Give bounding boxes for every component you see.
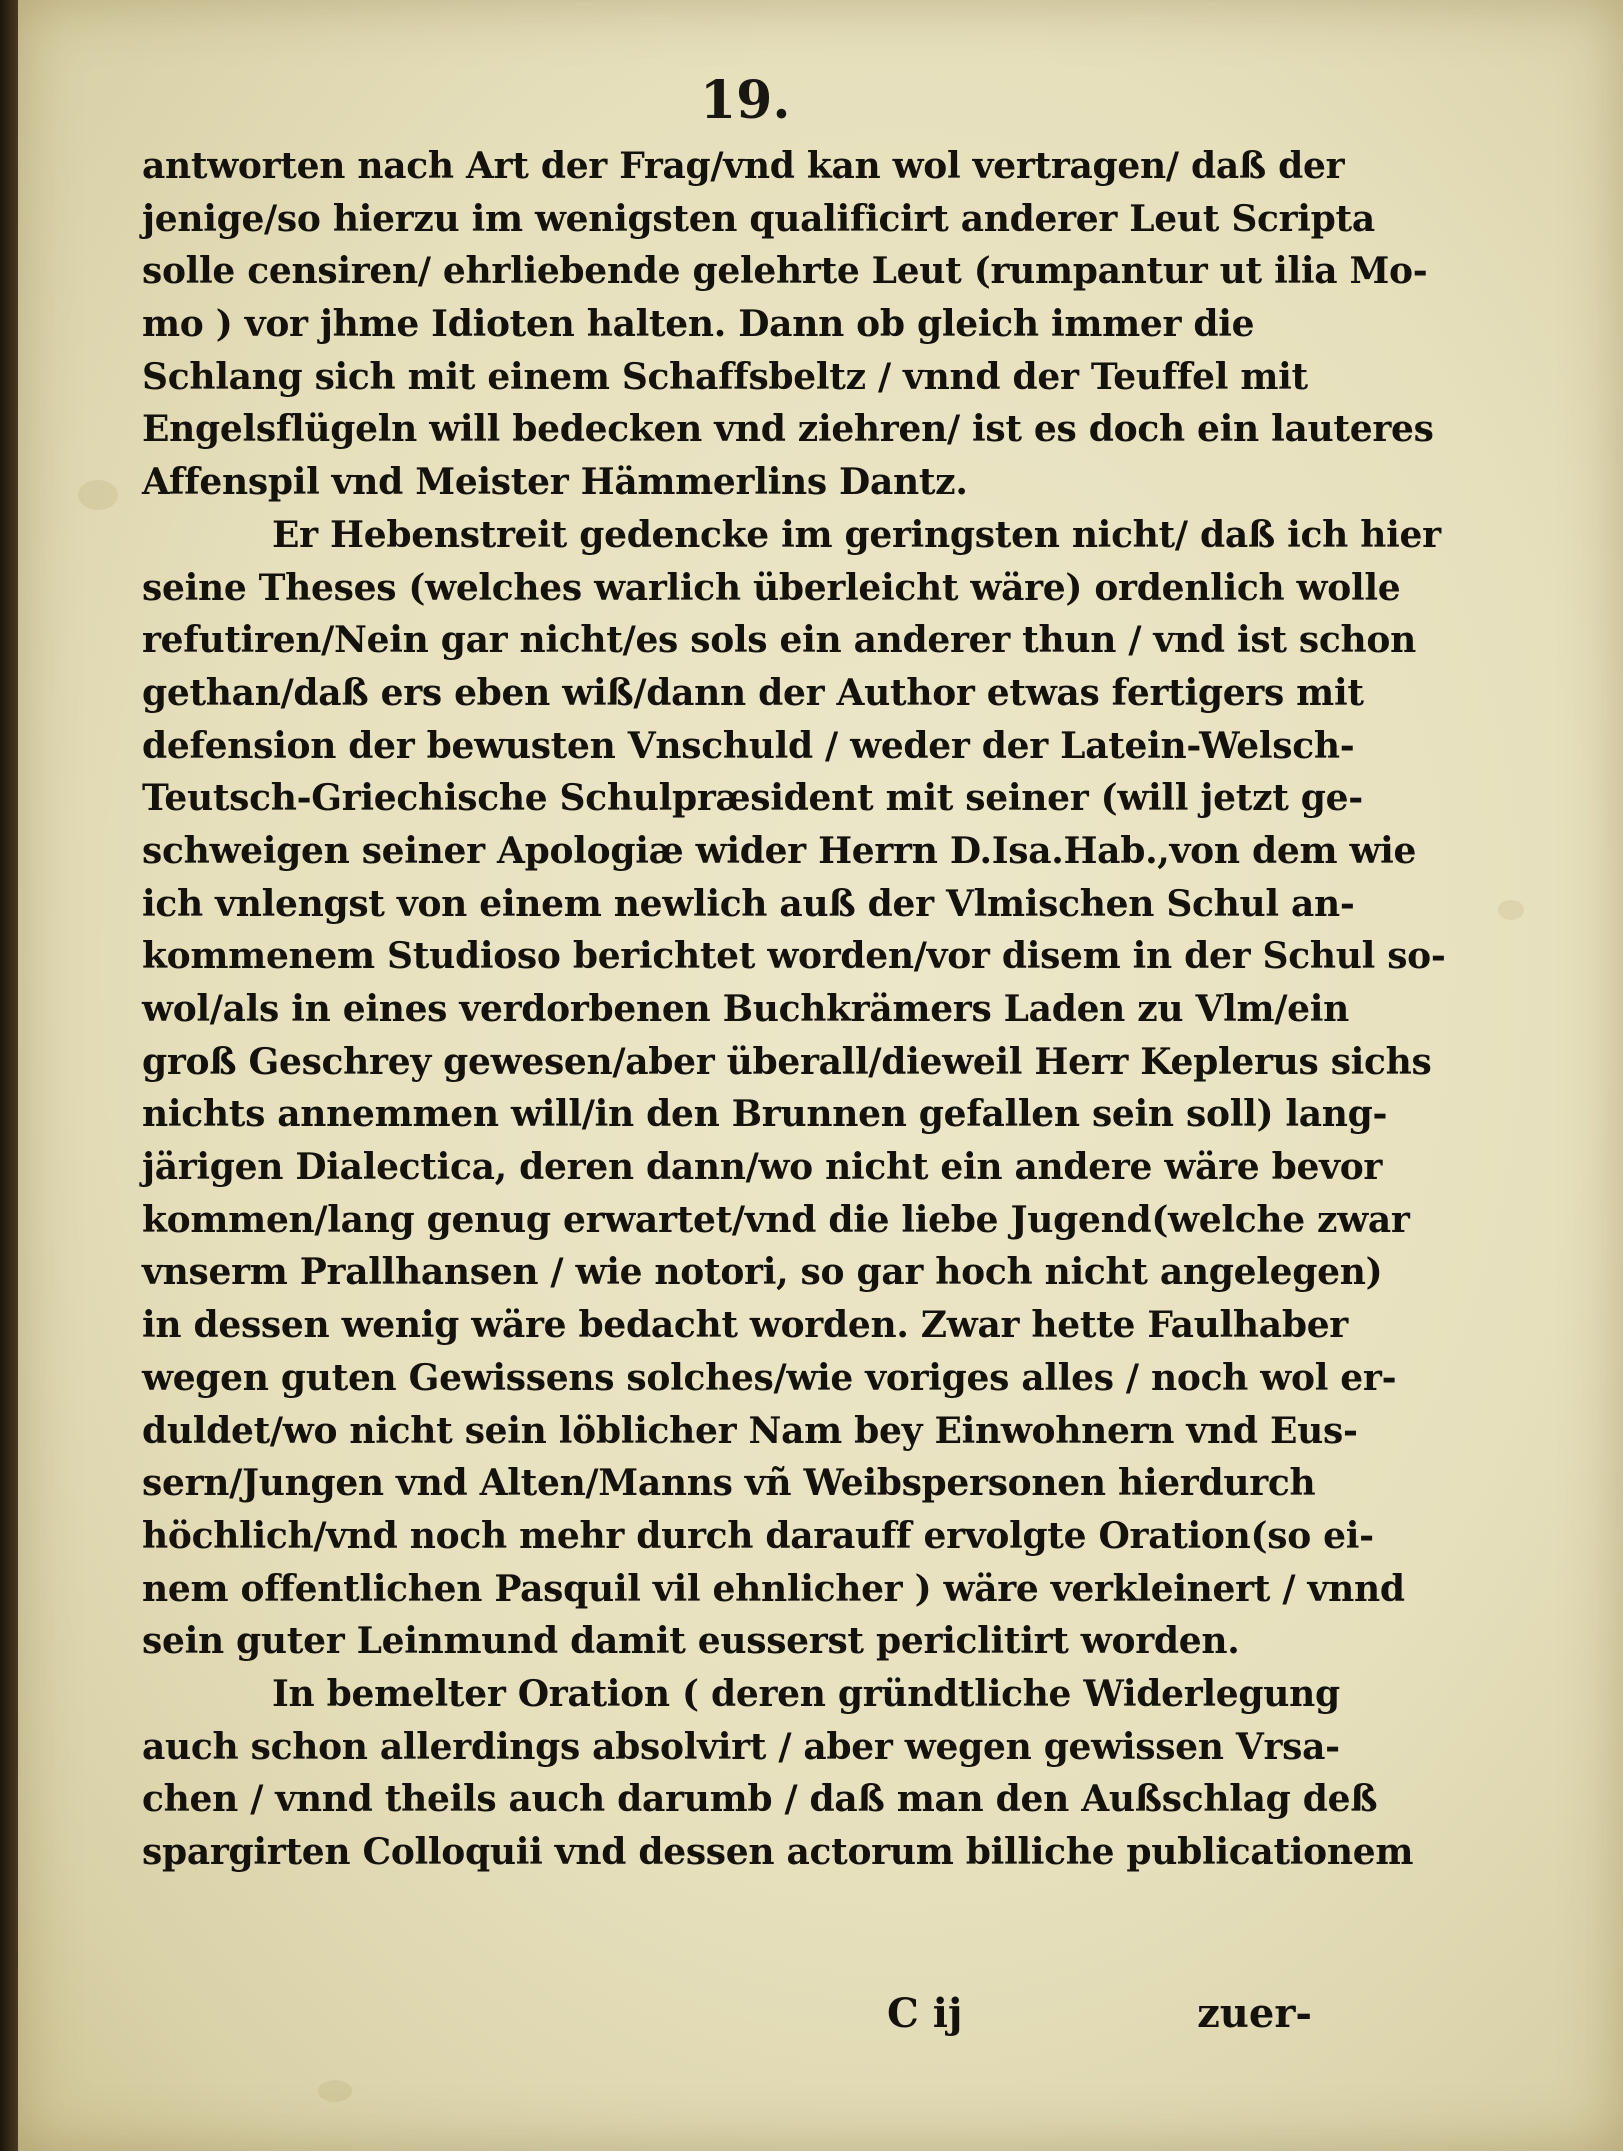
- catchword: zuer-: [1197, 1990, 1312, 2037]
- text-line: sein guter Leinmund damit eusserst periclitirt worden.: [142, 1620, 1240, 1663]
- text-line: kommenem Studioso berichtet worden/vor disem in der Schul so-: [142, 935, 1446, 978]
- text-line: Er Hebenstreit gedencke im geringsten nicht/ daß ich hier: [272, 513, 1441, 556]
- text-line: auch schon allerdings absolvirt / aber wegen gewissen Vrsa-: [142, 1725, 1340, 1768]
- text-line: höchlich/vnd noch mehr durch darauff ervolgte Oration(so ei-: [142, 1514, 1374, 1557]
- text-line: nichts annemmen will/in den Brunnen gefallen sein soll) lang-: [142, 1093, 1388, 1136]
- text-line: ich vnlengst von einem newlich auß der Vlmischen Schul an-: [142, 882, 1355, 925]
- page-number: 19.: [700, 70, 791, 131]
- page-gutter: [0, 0, 18, 2151]
- text-line: in dessen wenig wäre bedacht worden. Zwar hette Faulhaber: [142, 1304, 1348, 1347]
- text-line: mo ) vor jhme Idioten halten. Dann ob gleich immer die: [142, 303, 1255, 346]
- text-line: gethan/daß ers eben wiß/dann der Author etwas fertigers mit: [142, 671, 1364, 714]
- text-line: järigen Dialectica, deren dann/wo nicht ein andere wäre bevor: [142, 1146, 1383, 1189]
- text-line: schweigen seiner Apologiæ wider Herrn D.Isa.Hab.,von dem wie: [142, 829, 1417, 872]
- text-line: antworten nach Art der Frag/vnd kan wol vertragen/ daß der: [142, 145, 1345, 187]
- text-line: wegen guten Gewissens solches/wie voriges alles / noch wol er-: [142, 1356, 1397, 1399]
- text-line: In bemelter Oration ( deren gründtliche Widerlegung: [272, 1672, 1340, 1715]
- text-line: wol/als in eines verdorbenen Buchkrämers Laden zu Vlm/ein: [142, 988, 1350, 1030]
- text-line: solle censiren/ ehrliebende gelehrte Leut (rumpantur ut ilia Mo-: [142, 250, 1428, 293]
- paper-stain: [1498, 900, 1524, 920]
- paper-stain: [318, 2080, 352, 2102]
- text-line: jenige/so hierzu im wenigsten qualificirt anderer Leut Scripta: [142, 197, 1375, 240]
- text-line: nem offentlichen Pasquil vil ehnlicher ) wäre verkleinert / vnnd: [142, 1567, 1405, 1610]
- text-line: Affenspil vnd Meister Hämmerlins Dantz.: [142, 461, 968, 504]
- text-line: Engelsflügeln will bedecken vnd ziehren/ ist es doch ein lauteres: [142, 408, 1434, 451]
- text-line: duldet/wo nicht sein löblicher Nam bey Einwohnern vnd Eus-: [142, 1409, 1358, 1452]
- text-line: seine Theses (welches warlich überleicht wäre) ordenlich wolle: [142, 566, 1401, 609]
- text-line: spargirten Colloquii vnd dessen actorum billiche publicationem: [142, 1831, 1414, 1873]
- paper-stain: [78, 480, 118, 510]
- page-footer: [142, 1990, 1312, 2050]
- text-line: groß Geschrey gewesen/aber überall/dieweil Herr Keplerus sichs: [142, 1040, 1432, 1083]
- text-line: Schlang sich mit einem Schaffsbeltz / vnnd der Teuffel mit: [142, 355, 1308, 398]
- text-line: defension der bewusten Vnschuld / weder der Latein-Welsch-: [142, 724, 1355, 767]
- text-line: Teutsch-Griechische Schulpræsident mit seiner (will jetzt ge-: [142, 777, 1363, 820]
- text-line: refutiren/Nein gar nicht/es sols ein anderer thun / vnd ist schon: [142, 619, 1416, 662]
- signature-mark: C ij: [887, 1990, 963, 2037]
- text-line: kommen/lang genug erwartet/vnd die liebe Jugend(welche zwar: [142, 1198, 1410, 1241]
- page-body-text: [142, 140, 1446, 1879]
- text-line: chen / vnnd theils auch darumb / daß man den Außschlag deß: [142, 1778, 1378, 1821]
- text-line: sern/Jungen vnd Alten/Manns vñ Weibspersonen hierdurch: [142, 1462, 1316, 1505]
- text-line: vnserm Prallhansen / wie notori, so gar hoch nicht angelegen): [142, 1251, 1383, 1294]
